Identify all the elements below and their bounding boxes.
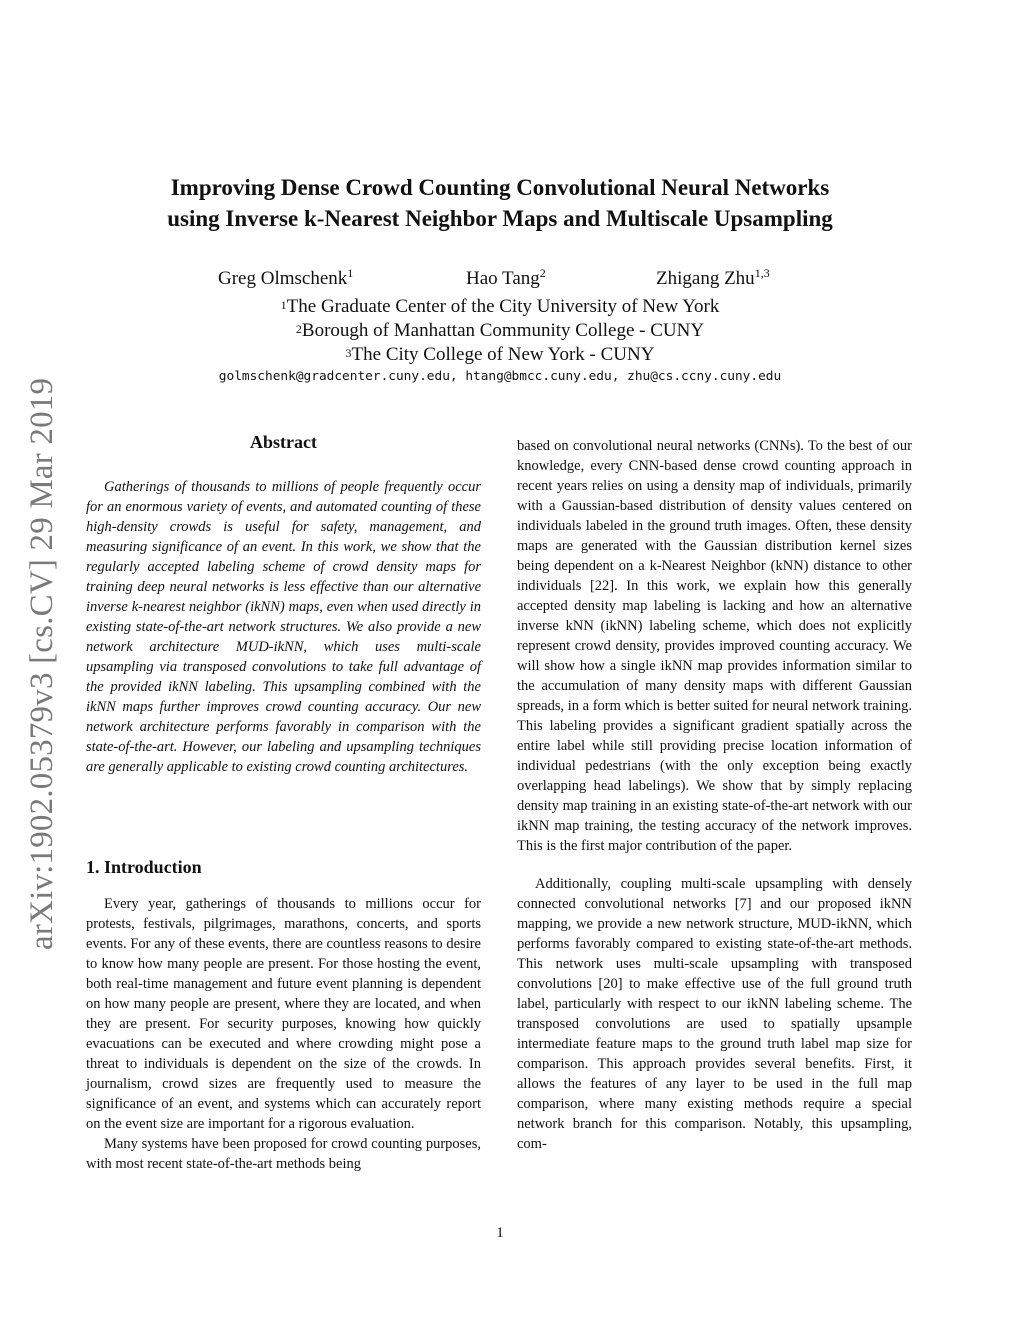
affiliation-1 bbox=[100, 295, 900, 319]
author-emails: golmschenk@gradcenter.cuny.edu, htang@bmcc.cuny.edu, zhu@cs.ccny.cuny.edu bbox=[218, 369, 782, 384]
introduction-heading: 1. Introduction bbox=[86, 857, 202, 877]
abstract-heading: Abstract bbox=[250, 432, 317, 452]
author-sup: 1,3 bbox=[754, 266, 770, 280]
title-line-2: using Inverse k-Nearest Neighbor Maps and Multiscale Upsampling bbox=[167, 206, 833, 231]
author-zhigang-zhu bbox=[656, 268, 770, 290]
abstract-text: Gatherings of thousands to millions of people frequently occur for an enormous variety of events, and automated counting of these high-density crowds is useful for safety, management, and measuring significance of an event. In this work, we show that the regularly accepted labeling scheme of crowd density maps for training deep neural networks is less effective than our alternative inverse k-nearest neighbor (ikNN) maps, even when used directly in existing state-of-the-art network structures. We also provide a new network architecture MUD-ikNN, which uses multi-scale upsampling via transposed convolutions to take full advantage of the provided ikNN labeling. This upsampling combined with the ikNN maps further improves crowd counting accuracy. Our new network architecture performs favorably in comparison with the state-of-the-art. However, our labeling and upsampling techniques are generally applicable to existing crowd counting architectures. bbox=[86, 479, 481, 775]
right-column bbox=[517, 436, 912, 1154]
affiliation-sup: 2 bbox=[295, 322, 302, 336]
paper-title bbox=[100, 172, 900, 234]
affiliation-2 bbox=[100, 319, 900, 343]
author-sup: 2 bbox=[539, 266, 546, 280]
author-name: Zhigang Zhu bbox=[656, 268, 755, 289]
affiliation-sup: 1 bbox=[280, 298, 287, 312]
arxiv-identifier: arXiv:1902.05379v3 [cs.CV] 29 Mar 2019 bbox=[24, 377, 60, 950]
intro-paragraph-2: Many systems have been proposed for crowd counting purposes, with most recent state-of-the-art methods being bbox=[86, 1136, 481, 1172]
author-greg-olmschenk bbox=[218, 268, 353, 290]
affiliation-text: The City College of New York - CUNY bbox=[351, 344, 655, 365]
title-line-1: Improving Dense Crowd Counting Convolutional Neural Networks bbox=[170, 175, 830, 200]
right-paragraph-2: Additionally, coupling multi-scale upsampling with densely connected convolutional networks [7] and our proposed ikNN mapping, we provide a new network structure, MUD-ikNN, which performs favorably compared to existing state-of-the-art methods. This network uses multi-scale upsampling with transposed convolutions [20] to make effective use of the full ground truth label, particularly with respect to our ikNN labeling scheme. The transposed convolutions are used to spatially upsample intermediate feature maps to the ground truth label map size for comparison. This approach provides several benefits. First, it allows the features of any layer to be used in the full map comparison, where many existing methods require a special network branch for this comparison. Notably, this upsampling, com- bbox=[517, 876, 912, 1152]
right-paragraph-1: based on convolutional neural networks (CNNs). To the best of our knowledge, every CNN-based dense crowd counting approach in recent years relies on using a density map of individuals, primarily with a Gaussian-based distribution of density values centered on individuals labeled in the ground truth images. Often, these density maps are generated with the Gaussian distribution kernel sizes being dependent on a k-Nearest Neighbor (kNN) distance to other individuals [22]. In this work, we explain how this generally accepted density map labeling is lacking and how an alternative inverse kNN (ikNN) labeling scheme, which does not explicitly represent crowd density, provides improved counting accuracy. We will show how a single ikNN map provides information similar to the accumulation of many density maps with different Gaussian spreads, in a form which is better suited for neural network training. This labeling provides a significant gradient spatially across the entire label while still providing precise location information of individual pedestrians (with the only exception being exactly overlapping head labelings). We show that by simply replacing density map training in an existing state-of-the-art network with our ikNN map training, the testing accuracy of the network improves. This is the first major contribution of the paper. bbox=[517, 438, 913, 854]
author-name: Hao Tang bbox=[466, 268, 540, 289]
affiliation-text: The Graduate Center of the City University of New York bbox=[286, 296, 720, 317]
page-number: 1 bbox=[496, 1225, 504, 1241]
introduction-body bbox=[86, 894, 481, 1174]
author-list bbox=[0, 268, 1000, 294]
author-hao-tang bbox=[466, 268, 546, 290]
affiliation-text: Borough of Manhattan Community College - CUNY bbox=[301, 320, 705, 341]
affiliation-sup: 3 bbox=[345, 346, 352, 360]
author-name: Greg Olmschenk bbox=[218, 268, 348, 289]
affiliation-3 bbox=[100, 343, 900, 367]
intro-paragraph-1: Every year, gatherings of thousands to millions occur for protests, festivals, pilgrimages, marathons, concerts, and sports events. For any of these events, there are countless reasons to desire to know how many people are present. For those hosting the event, both real-time management and future event planning is dependent on how many people are present, where they are located, and when they are present. For security purposes, knowing how quickly evacuations can be executed and where crowding might pose a threat to individuals is dependent on the size of the crowds. In journalism, crowd sizes are frequently used to measure the significance of an event, and systems which can accurately report on the event size are important for a rigorous evaluation. bbox=[86, 896, 481, 1132]
author-sup: 1 bbox=[347, 266, 354, 280]
